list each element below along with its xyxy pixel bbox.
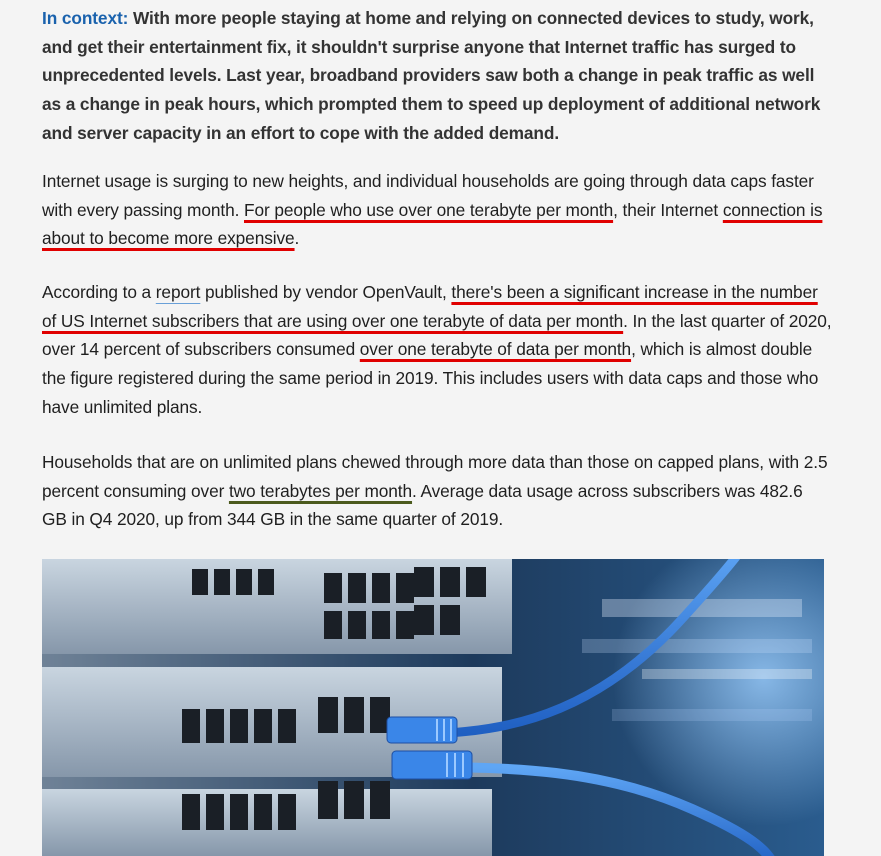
report-link[interactable]: report [155,282,201,302]
paragraph-data-caps [42,167,832,253]
context-lead: In context: [42,8,129,28]
highlight-underline: For people who use over one terabyte per month [244,199,614,220]
highlight-underline: connection is about to become more expensive [42,199,823,249]
text-segment: , their Internet [613,199,723,220]
text-segment: Households that are on unlimited plans chewed through more data than those on capped plans, with 2.5 percent consuming over [42,452,828,501]
text-segment: . Average data usage across subscribers was 482.6 GB in Q4 2020, up from 344 GB in the same quarter of 2019. [42,480,803,530]
text-segment: According to a [42,282,156,302]
context-text: With more people staying at home and relying on connected devices to study, work, and get their entertainment fix, it shouldn't surprise anyone that Internet traffic has surged to unprecedented levels. Last year, broadband providers saw both a change in peak traffic as well as a change in peak hours, which prompted them to speed up deployment of additional network and server capacity in an effort to cope with the added demand. [42,8,821,143]
paragraph-unlimited-plans [42,448,832,534]
text-segment: . [294,228,300,249]
paragraph-openvault-report [42,278,832,422]
text-segment: published by vendor OpenVault, [200,282,452,302]
context-paragraph [42,4,832,148]
text-segment: . In the last quarter of 2020, over 14 percent of subscribers consumed [42,310,832,360]
highlight-underline: there's been a significant increase in the number of US Internet subscribers that are using over one terabyte of data per month [42,282,818,331]
text-segment: Internet usage is surging to new heights, and individual households are going through data caps faster with every passing month. [42,171,814,220]
highlight-underline: over one terabyte of data per month [359,339,632,360]
text-segment: , which is almost double the figure registered during the same period in 2019. This includes users with data caps and those who have unlimited plans. [42,339,819,417]
highlight-underline: two terabytes per month [228,480,413,501]
network-switch-photo [42,559,824,856]
